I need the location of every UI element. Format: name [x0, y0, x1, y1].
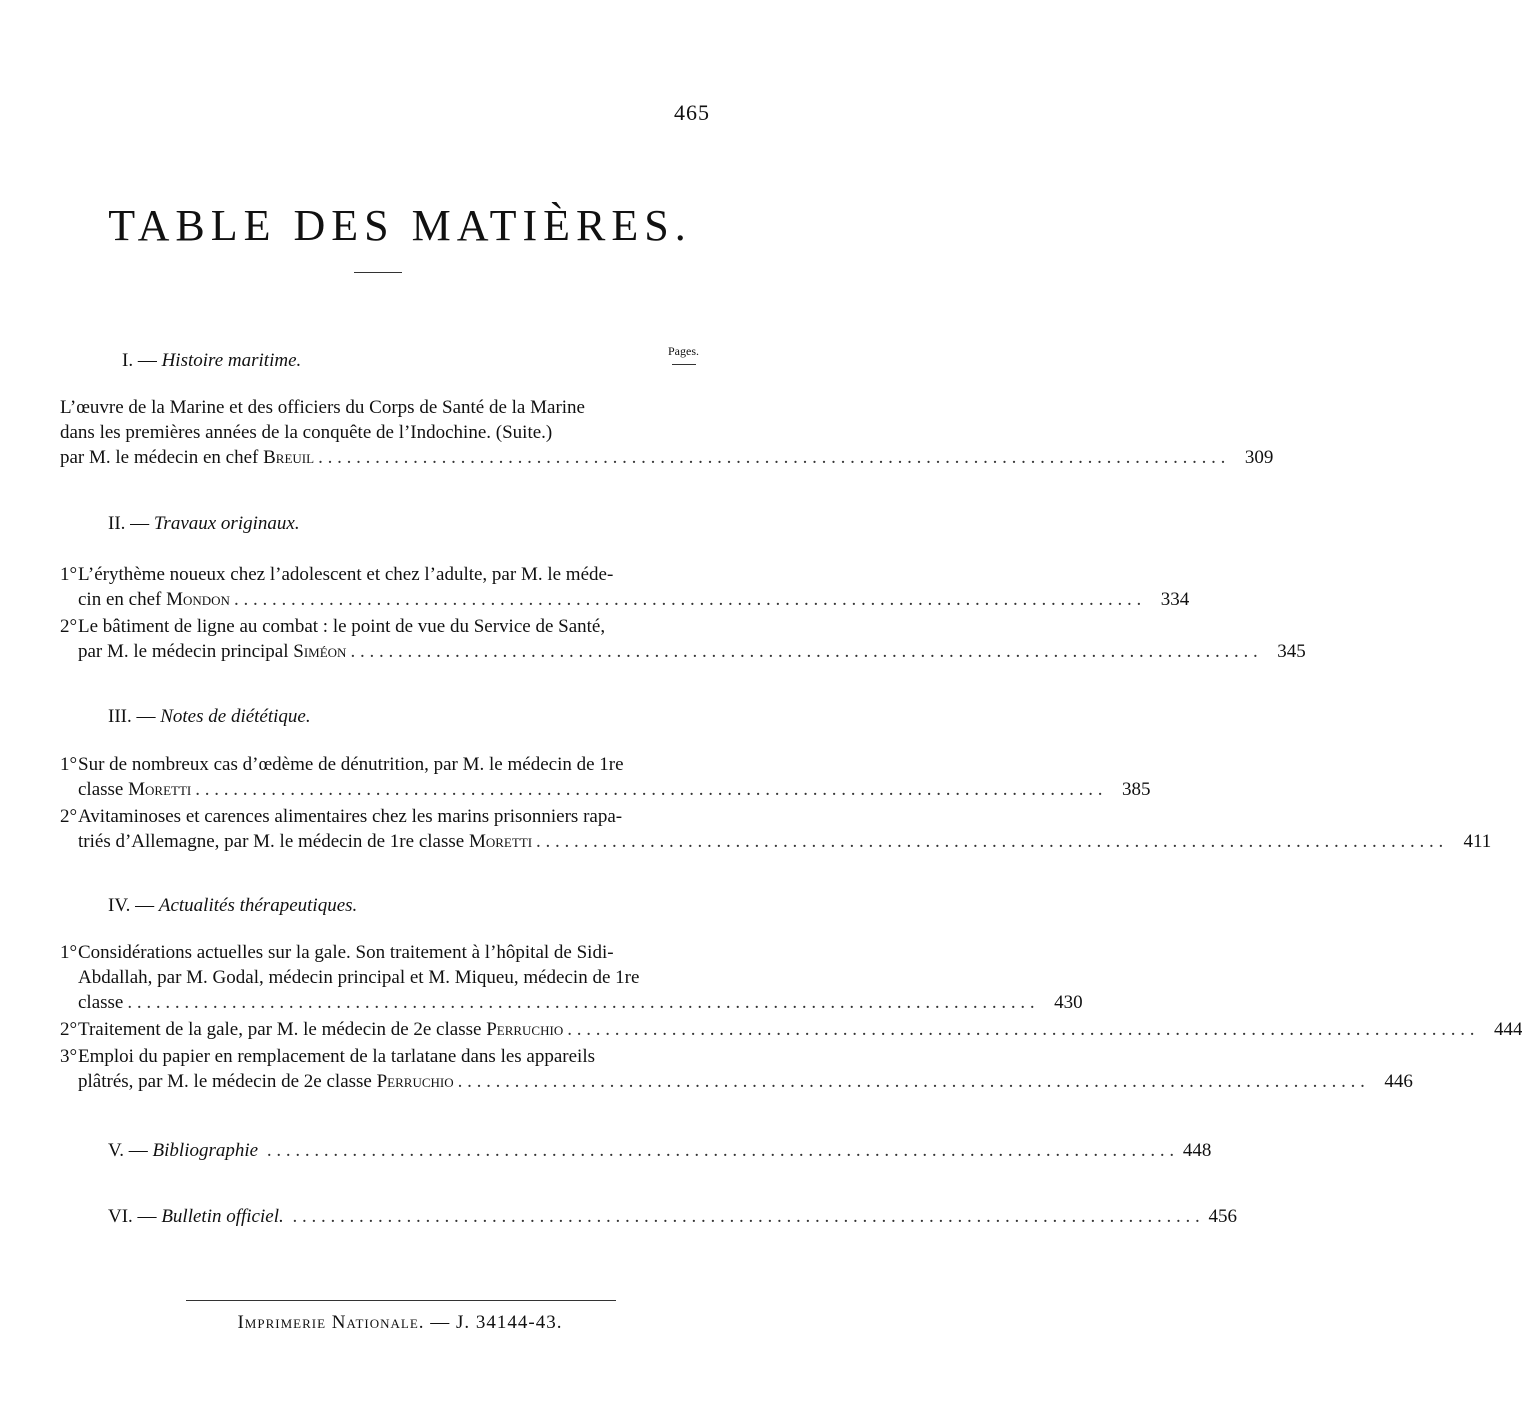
printer-imprint: Imprimerie Nationale. — J. 34144-43.: [237, 1312, 563, 1333]
toc-entry[interactable]: [60, 1017, 1522, 1042]
section-title: Bibliographie: [152, 1140, 259, 1161]
footer-divider: [186, 1300, 616, 1301]
dot-leader: [267, 1140, 1174, 1161]
entry-number: 1°: [60, 942, 78, 963]
entry-line: triés d’Allemagne, par M. le médecin de 1re classe: [78, 831, 465, 852]
section-heading-2: [108, 513, 300, 535]
toc-entry[interactable]: [108, 1138, 1212, 1163]
entry-line: L’érythème noueux chez l’adolescent et chez l’adulte, par M. le méde-: [78, 564, 614, 585]
entry-line: L’œuvre de la Marine et des officiers du Corps de Santé de la Marine: [60, 397, 585, 418]
entry-author: Moretti: [468, 831, 533, 852]
entry-page: 446: [1384, 1071, 1413, 1092]
entry-line: classe: [78, 992, 124, 1013]
pages-column-header: [668, 344, 699, 365]
entry-author: Breuil: [263, 447, 315, 468]
entry-line: Le bâtiment de ligne au combat : le point de vue du Service de Santé,: [78, 616, 606, 637]
page-title: TABLE DES MATIÈRES.: [108, 201, 692, 250]
entry-line: Abdallah, par M. Godal, médecin principal et M. Miqueu, médecin de 1re: [78, 967, 640, 988]
dot-leader: [195, 777, 1102, 802]
section-numeral: II. —: [108, 513, 150, 534]
entry-line: Traitement de la gale, par M. le médecin de 2e classe: [78, 1019, 482, 1040]
dot-leader: [292, 1206, 1199, 1227]
section-title: Histoire maritime.: [161, 350, 302, 371]
pages-label: Pages.: [668, 344, 699, 358]
entry-line: Avitaminoses et carences alimentaires chez les marins prisonniers rapa-: [78, 806, 623, 827]
entry-page: 444: [1493, 1019, 1522, 1040]
toc-entry[interactable]: [60, 804, 1492, 854]
entry-line: Emploi du papier en remplacement de la tarlatane dans les appareils: [78, 1046, 596, 1067]
entry-page: 309: [1244, 447, 1274, 468]
toc-entry[interactable]: [60, 1044, 1413, 1094]
page-number: 465: [674, 100, 710, 125]
entry-page: 448: [1182, 1140, 1212, 1161]
section-title: Notes de diététique.: [160, 706, 311, 727]
entry-page: 385: [1121, 779, 1151, 800]
entry-number: 1°: [60, 754, 78, 775]
section-heading-3: [108, 706, 311, 728]
entry-number: 2°: [60, 1019, 78, 1040]
entry-line: par M. le médecin principal: [78, 641, 289, 662]
toc-entry[interactable]: [60, 395, 1274, 470]
entry-author: Perruchio: [376, 1071, 454, 1092]
dot-leader: [567, 1017, 1474, 1042]
dot-leader: [318, 445, 1225, 470]
entry-number: 3°: [60, 1046, 78, 1067]
entry-line: plâtrés, par M. le médecin de 2e classe: [78, 1071, 372, 1092]
toc-entry[interactable]: [60, 614, 1306, 664]
entry-page: 345: [1277, 641, 1306, 662]
toc-entry[interactable]: [60, 752, 1151, 802]
entry-line: cin en chef: [78, 589, 162, 610]
entry-number: 1°: [60, 564, 78, 585]
section-title: Bulletin officiel.: [161, 1206, 284, 1227]
section-heading-4: [108, 895, 357, 917]
dot-leader: [234, 587, 1141, 612]
entry-page: 430: [1054, 992, 1083, 1013]
section-numeral: VI. —: [108, 1206, 157, 1227]
dot-leader: [458, 1069, 1365, 1094]
entry-author: Mondon: [166, 589, 230, 610]
section-numeral: I. —: [122, 350, 157, 371]
entry-line: classe: [78, 779, 124, 800]
entry-page: 411: [1463, 831, 1492, 852]
toc-entry[interactable]: [108, 1204, 1237, 1229]
section-heading-1: [122, 350, 301, 372]
dot-leader: [350, 639, 1257, 664]
dot-leader: [536, 829, 1443, 854]
section-numeral: IV. —: [108, 895, 155, 916]
entry-page: 334: [1160, 589, 1190, 610]
entry-author: Perruchio: [486, 1019, 564, 1040]
pages-label-rule: [672, 364, 696, 365]
dot-leader: [127, 990, 1034, 1015]
entry-line: par M. le médecin en chef: [60, 447, 259, 468]
section-title: Actualités thérapeutiques.: [158, 895, 358, 916]
entry-number: 2°: [60, 616, 78, 637]
toc-entry[interactable]: [60, 940, 1083, 1015]
entry-number: 2°: [60, 806, 78, 827]
entry-line: Considérations actuelles sur la gale. Son traitement à l’hôpital de Sidi-: [78, 942, 614, 963]
toc-entry[interactable]: [60, 562, 1190, 612]
entry-line: Sur de nombreux cas d’œdème de dénutrition, par M. le médecin de 1re: [78, 754, 624, 775]
title-divider: [354, 272, 402, 273]
entry-author: Siméon: [293, 641, 347, 662]
section-title: Travaux originaux.: [153, 513, 300, 534]
entry-author: Moretti: [128, 779, 192, 800]
entry-line: dans les premières années de la conquête de l’Indochine. (Suite.): [60, 422, 553, 443]
section-numeral: V. —: [108, 1140, 148, 1161]
section-numeral: III. —: [108, 706, 156, 727]
entry-page: 456: [1208, 1206, 1237, 1227]
